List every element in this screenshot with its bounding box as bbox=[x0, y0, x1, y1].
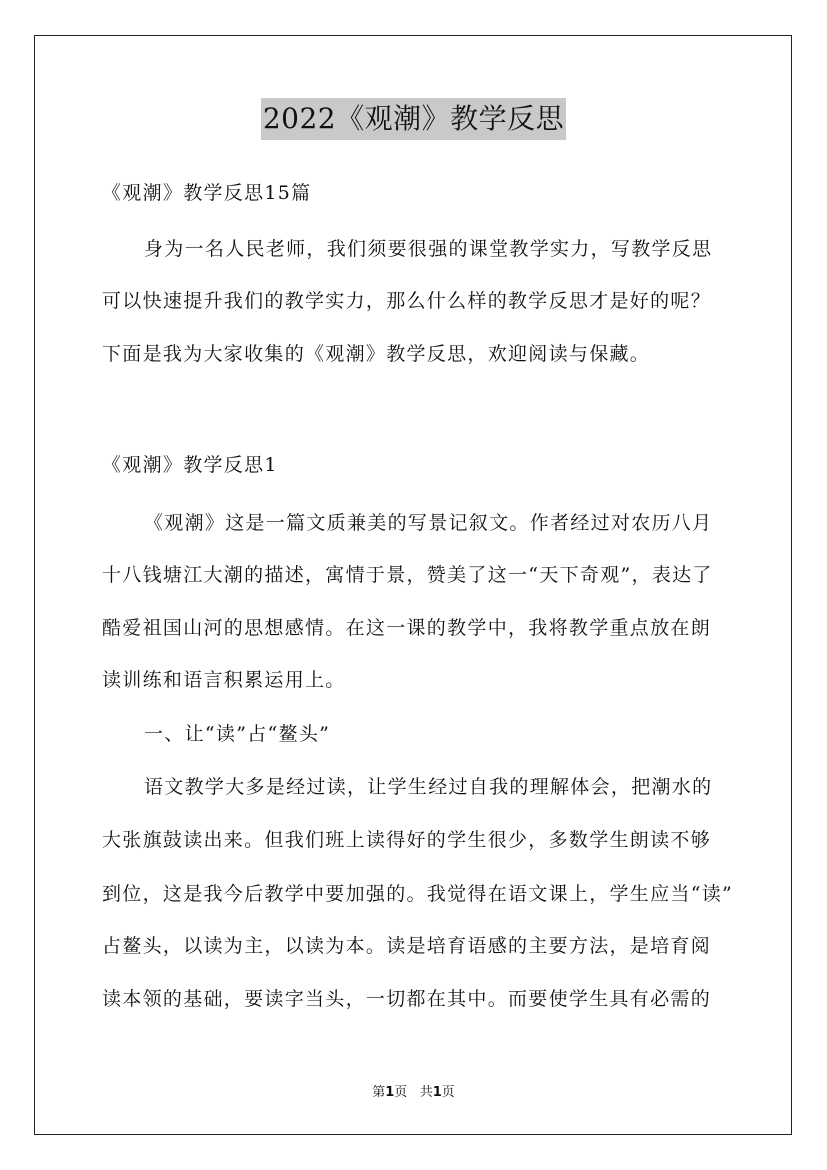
intro-line-3: 下面是我为大家收集的《观潮》教学反思，欢迎阅读与保藏。 bbox=[102, 343, 651, 365]
page-footer bbox=[0, 1084, 827, 1102]
document-title: 2022《观潮》教学反思 bbox=[261, 98, 566, 140]
intro-line-1: 身为一名人民老师，我们须要很强的课堂教学实力，写教学反思 bbox=[144, 238, 713, 260]
para1-line-3: 酷爱祖国山河的思想感情。在这一课的教学中，我将教学重点放在朗 bbox=[102, 617, 712, 639]
intro-line-2: 可以快速提升我们的教学实力，那么什么样的教学反思才是好的呢？ bbox=[102, 290, 712, 312]
para1-line-2: 十八钱塘江大潮的描述，寓情于景，赞美了这一“天下奇观”，表达了 bbox=[102, 564, 713, 586]
footer-page-suffix: 页 bbox=[441, 1085, 455, 1100]
subtitle: 《观潮》教学反思15篇 bbox=[102, 182, 312, 204]
footer-page-number: 1 bbox=[385, 1085, 395, 1100]
section-heading: 《观潮》教学反思1 bbox=[102, 454, 278, 476]
title-container bbox=[0, 98, 827, 140]
para1-line-4: 读训练和语言积累运用上。 bbox=[102, 669, 346, 691]
para1-line-1: 《观潮》这是一篇文质兼美的写景记叙文。作者经过对农历八月 bbox=[144, 512, 713, 534]
para2-line-3: 到位，这是我今后教学中要加强的。我觉得在语文课上，学生应当“读” bbox=[102, 883, 734, 905]
para2-line-2: 大张旗鼓读出来。但我们班上读得好的学生很少，多数学生朗读不够 bbox=[102, 829, 712, 851]
point-heading-1: 一、让“读”占“鳌头” bbox=[144, 723, 331, 745]
para2-line-4: 占鳌头，以读为主，以读为本。读是培育语感的主要方法，是培育阅 bbox=[102, 935, 712, 957]
para2-line-1: 语文教学大多是经过读，让学生经过自我的理解体会，把潮水的 bbox=[144, 776, 713, 798]
footer-page-total: 1 bbox=[432, 1085, 442, 1100]
footer-page-prefix: 第 bbox=[372, 1085, 386, 1100]
footer-page-mid: 页 共 bbox=[394, 1085, 433, 1100]
para2-line-5: 读本领的基础，要读字当头，一切都在其中。而要使学生具有必需的 bbox=[102, 988, 712, 1010]
